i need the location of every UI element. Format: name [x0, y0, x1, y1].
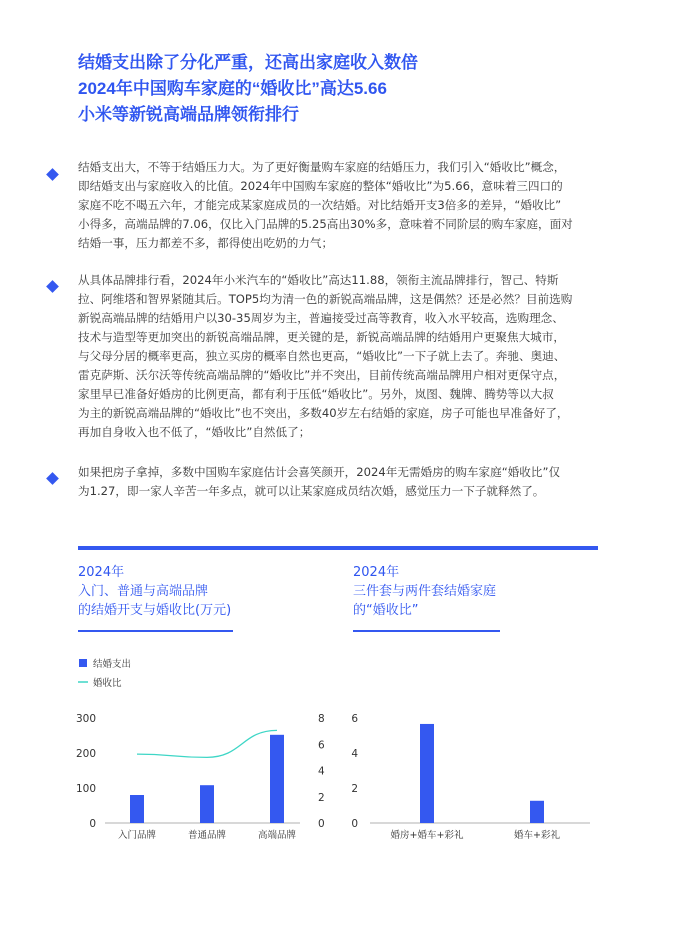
y-tick-label: 6: [351, 713, 358, 725]
x-tick-label: 婚车+彩礼: [514, 830, 560, 841]
y-tick-label-left: 300: [75, 713, 96, 725]
y-tick-label-right: 8: [318, 713, 325, 725]
paragraph-line: 新锐高端品牌的结婚用户以30-35周岁为主，普遍接受过高等教育，收入水平较高，选购理念、: [78, 311, 564, 325]
paragraph-line: 小得多，高端品牌的7.06，仅比入门品牌的5.25高出30%多，意味着不同阶层的购车家庭，面对: [78, 217, 573, 231]
y-tick-label-right: 6: [318, 739, 325, 752]
y-tick-label-right: 2: [318, 791, 325, 804]
bar: [270, 735, 284, 823]
x-tick-label: 普通品牌: [187, 830, 227, 841]
bar: [530, 801, 544, 823]
y-tick-label: 0: [351, 818, 358, 830]
title-line-3: 小米等新锐高端品牌领衔排行: [78, 105, 299, 124]
chart1-title-line: 入门、普通与高端品牌: [78, 584, 209, 599]
paragraph-line: 家庭不吃不喝五六年，才能完成某家庭成员的一次结婚。对比结婚开支3倍多的差异，“婚收比”: [78, 198, 562, 212]
paragraph-line: 为主的新锐高端品牌的“婚收比”也不突出，多数40岁左右结婚的家庭，房子可能也早准备好了，: [78, 406, 569, 420]
series-line-婚收比: [137, 730, 277, 757]
paragraph-line: 结婚一事，压力都差不多，都得使出吃奶的力气；: [78, 236, 334, 250]
bar: [420, 724, 434, 823]
paragraph-line: 家里早已准备好婚房的比例更高，都有利于压低“婚收比”。另外，岚图、魏牌、腾势等以大叔: [78, 387, 554, 401]
legend-label: 婚收比: [93, 678, 122, 689]
x-tick-label: 高端品牌: [257, 830, 297, 841]
paragraph-line: 技术与造型等更加突出的新锐高端品牌，更关键的是，新锐高端品牌的结婚用户更聚焦大城市，: [78, 330, 565, 344]
chart1-title-line: 2024年: [78, 565, 125, 580]
paragraph-line: 即结婚支出与家庭收入的比值。2024年中国购车家庭的整体“婚收比”为5.66，意味着三四口的: [78, 179, 563, 193]
paragraph-line: 拉、阿维塔和智界紧随其后。TOP5均为清一色的新锐高端品牌，这是偶然？还是必然？目前选购: [78, 292, 573, 306]
chart2-title-line: 2024年: [353, 565, 400, 580]
paragraph-line: 为1.27，即一家人辛苦一年多点，就可以让某家庭成员结次婚，感觉压力一下子就释然了。: [78, 484, 545, 498]
paragraph-line: 雷克萨斯、沃尔沃等传统高端品牌的“婚收比”并不突出，目前传统高端品牌用户相对更保守点，: [78, 368, 566, 382]
paragraph-line: 结婚支出大，不等于结婚压力大。为了更好衡量购车家庭的结婚压力，我们引入“婚收比”概念，: [78, 160, 566, 174]
chart2-title-line: 三件套与两件套结婚家庭: [353, 584, 497, 599]
bar: [130, 795, 144, 823]
chart2-title-line: 的“婚收比”: [353, 603, 419, 618]
y-tick-label-right: 0: [318, 818, 325, 830]
y-tick-label: 2: [351, 783, 358, 795]
y-tick-label: 4: [351, 748, 358, 760]
paragraph-line: 从具体品牌排行看，2024年小米汽车的“婚收比”高达11.88，领衔主流品牌排行，智己、特斯: [78, 273, 559, 287]
title-line-1: 结婚支出除了分化严重，还高出家庭收入数倍: [78, 53, 418, 72]
bar: [200, 785, 214, 823]
y-tick-label-left: 100: [75, 783, 96, 795]
legend-bar-swatch: [79, 659, 87, 667]
x-tick-label: 入门品牌: [117, 830, 157, 841]
legend-label: 结婚支出: [93, 659, 132, 670]
paragraph-line: 如果把房子拿掉，多数中国购车家庭估计会喜笑颜开，2024年无需婚房的购车家庭“婚收比”仅: [78, 465, 561, 479]
paragraph-line: 再加自身收入也不低了，“婚收比”自然低了；: [78, 425, 311, 439]
title-line-2: 2024年中国购车家庭的“婚收比”高达5.66: [78, 79, 387, 98]
chart1-title-line: 的结婚开支与婚收比(万元): [78, 603, 232, 618]
y-tick-label-left: 0: [89, 818, 96, 830]
paragraph-line: 与父母分居的概率更高，独立买房的概率自然也更高，“婚收比”一下子就上去了。奔驰、奥迪、: [78, 349, 566, 363]
y-tick-label-right: 4: [318, 765, 325, 778]
x-tick-label: 婚房+婚车+彩礼: [390, 830, 464, 841]
y-tick-label-left: 200: [75, 748, 96, 760]
